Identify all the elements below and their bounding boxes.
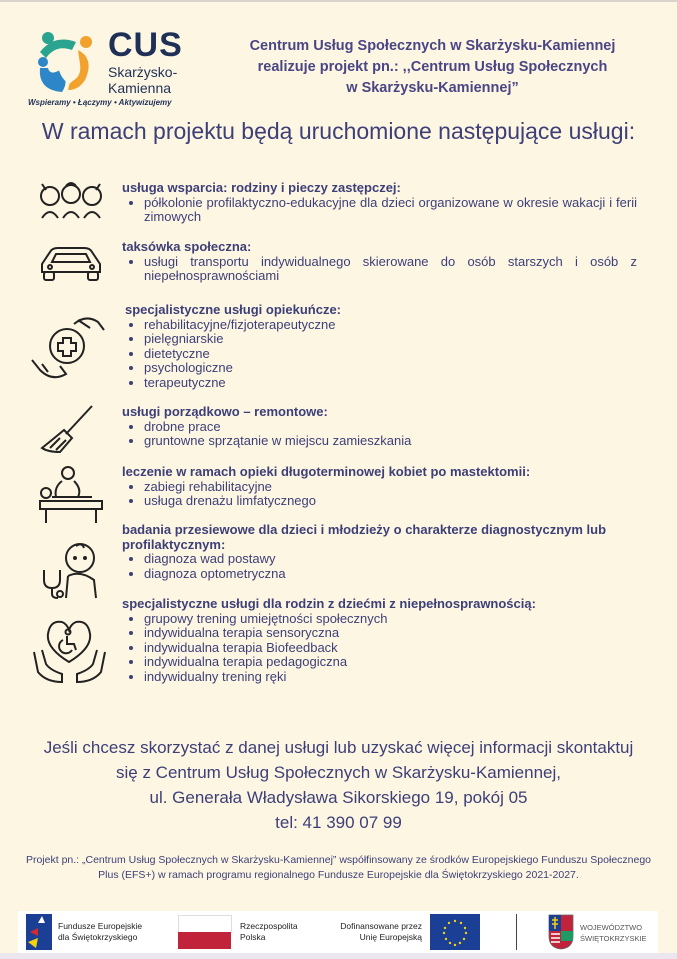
- header-line3: w Skarżysku-Kamiennej”: [346, 80, 519, 96]
- logo-city-line2: Kamienna: [108, 80, 172, 96]
- service-heading: usługi porządkowo – remontowe:: [122, 404, 328, 419]
- service-heading: specjalistyczne usługi dla rodzin z dziećmi z niepełnosprawnością:: [122, 596, 536, 611]
- eu-line2: Unię Europejską: [359, 932, 422, 942]
- contact-info: [0, 735, 677, 835]
- contact-address: ul. Generała Władysława Sikorskiego 19, pokój 05: [149, 788, 528, 807]
- service-item: • pielęgniarskie: [144, 332, 640, 347]
- logo-name: CUS: [108, 26, 183, 64]
- funding-logos-bar: [18, 911, 658, 953]
- fe-line1: Fundusze Europejskie: [58, 921, 143, 931]
- woj-line2: ŚWIĘTOKRZYSKIE: [580, 934, 647, 943]
- massage-icon: [36, 465, 106, 525]
- service-specialist-care: [125, 303, 640, 391]
- service-item: • gruntowne sprzątanie w miejscu zamieszkania: [144, 434, 637, 449]
- service-item: • psychologiczne: [144, 361, 640, 376]
- cus-logo-mark-icon: [34, 28, 104, 98]
- logo-tagline: Wspieramy • Łączymy • Aktywizujemy: [28, 98, 172, 107]
- woj-line1: WOJEWÓDZTWO: [580, 923, 643, 932]
- service-family-support: [122, 181, 637, 225]
- service-screening: [122, 523, 622, 581]
- rp-line2: Polska: [240, 932, 266, 942]
- top-border: [0, 0, 677, 2]
- service-social-taxi: [122, 240, 637, 284]
- header-line2: realizuje projekt pn.: ,,Centrum Usług Społecznych: [257, 59, 608, 75]
- broom-icon: [40, 404, 100, 454]
- service-item: • diagnoza wad postawy: [144, 552, 622, 567]
- service-item: • zabiegi rehabilitacyjne: [144, 480, 637, 495]
- header-line1: Centrum Usług Społecznych w Skarżysku-Kamiennej: [249, 38, 616, 54]
- service-item: • półkolonie profilaktyczno-edukacyjne dla dzieci organizowane w okresie wakacji i ferii zimowych: [144, 196, 637, 225]
- fe-logo-text: [58, 921, 142, 943]
- service-heading: specjalistyczne usługi opiekuńcze:: [125, 302, 342, 317]
- cus-logo: [28, 28, 188, 108]
- service-heading: leczenie w ramach opieki długoterminowej kobiet po mastektomii:: [122, 464, 531, 479]
- service-item: • usługi transportu indywidualnego skierowane do osób starszych i osób z niepełnosprawnościami: [144, 255, 637, 284]
- eu-logo-text: [326, 921, 422, 943]
- fe-line2: dla Świętokrzyskiego: [58, 932, 138, 942]
- children-icon: [36, 180, 106, 220]
- service-item: • usługa drenażu limfatycznego: [144, 494, 637, 509]
- divider: [516, 914, 517, 950]
- rp-logo-text: [240, 921, 298, 943]
- main-title: W ramach projektu będą uruchomione następujące usługi:: [41, 118, 636, 144]
- logo-city: [108, 64, 177, 96]
- woj-logo-text: [580, 922, 647, 944]
- service-item: • terapeutyczne: [144, 376, 640, 391]
- service-item: • indywidualna terapia Biofeedback: [144, 641, 637, 656]
- service-item: • indywidualna terapia pedagogiczna: [144, 655, 637, 670]
- eu-line1: Dofinansowane przez: [340, 921, 422, 931]
- logo-city-line1: Skarżysko-: [108, 64, 178, 80]
- service-heading: usługa wsparcia: rodziny i pieczy zastępczej:: [122, 180, 401, 195]
- funding-note: Projekt pn.: „Centrum Usług Społecznych w Skarżysku-Kamiennej” współfinsowany ze środków Europejskiego Funduszu Społecznego Plus (EFS+) w ramach programu regionalnego Fundusze Europejskie dla Świętokrzyskiego 2021-2027.: [25, 854, 652, 881]
- contact-line2: się z Centrum Usług Społecznych w Skarżysku-Kamiennej,: [115, 763, 561, 782]
- rp-line1: Rzeczpospolita: [240, 921, 298, 931]
- eu-flag-icon: [430, 914, 480, 950]
- service-heading: taksówka społeczna:: [122, 239, 252, 254]
- hands-medical-icon: [30, 310, 105, 385]
- service-item: • indywidualny trening ręki: [144, 670, 637, 685]
- car-icon: [36, 242, 106, 287]
- swietokrzyskie-coat-of-arms-icon: [548, 914, 574, 950]
- service-item: • grupowy trening umiejętności społecznych: [144, 612, 637, 627]
- service-heading: badania przesiewowe dla dzieci i młodzieży o charakterze diagnostycznym lub profilaktycznym:: [122, 522, 607, 552]
- service-cleaning-repair: [122, 405, 637, 449]
- contact-phone: tel: 41 390 07 99: [275, 813, 402, 832]
- service-disability-families: [122, 597, 637, 685]
- bottom-border: [0, 953, 677, 959]
- child-stethoscope-icon: [38, 540, 103, 600]
- service-item: • dietetyczne: [144, 347, 640, 362]
- service-item: • drobne prace: [144, 420, 637, 435]
- service-mastectomy-care: [122, 465, 637, 509]
- hands-wheelchair-heart-icon: [32, 612, 107, 687]
- header-title: [205, 36, 660, 99]
- service-item: • rehabilitacyjne/fizjoterapeutyczne: [144, 318, 640, 333]
- pl-flag-red: [178, 932, 231, 949]
- fe-logo-icon: [26, 914, 52, 950]
- service-item: • diagnoza optometryczna: [144, 567, 622, 582]
- service-item: • indywidualna terapia sensoryczna: [144, 626, 637, 641]
- contact-line1: Jeśli chcesz skorzystać z danej usługi lub uzyskać więcej informacji skontaktuj: [43, 738, 634, 757]
- pl-flag-white: [178, 915, 232, 933]
